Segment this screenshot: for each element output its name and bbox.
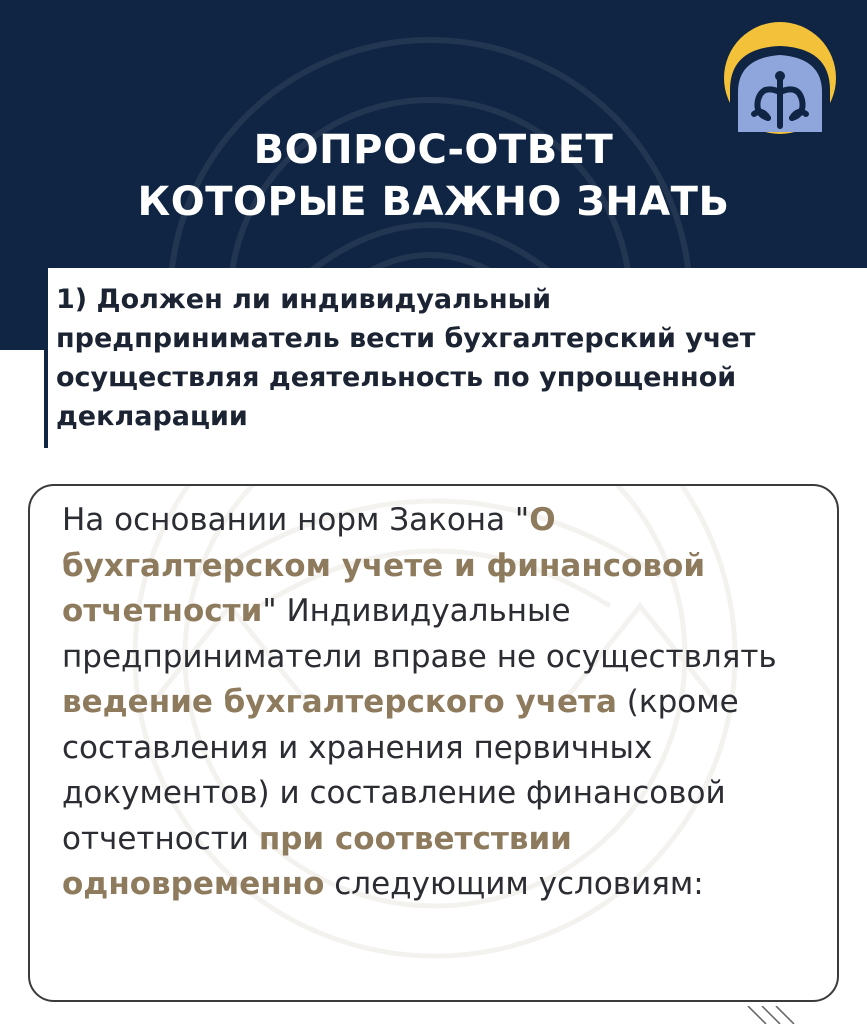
double-chevron-right-icon[interactable]: [740, 1006, 810, 1024]
ornamental-arch-logo-icon: [722, 20, 838, 136]
answer-part-5: (кроме составления и хранения первичных документов) и составление финансовой отчетности: [62, 684, 739, 857]
answer-part-3: " Индивидуальные предприниматели вправе не осуществлять: [62, 593, 777, 675]
page-title: [0, 124, 867, 228]
accounting-highlight: ведение бухгалтерского учета: [62, 684, 617, 720]
answer-part-1: На основании норм Закона ": [62, 502, 530, 538]
law-name-highlight: О бухгалтерском учете и финансовой отчетности: [62, 502, 706, 629]
condition-highlight: при соответствии одновременно: [62, 820, 572, 902]
answer-text: [62, 498, 822, 908]
title-line-1: ВОПРОС-ОТВЕТ: [253, 127, 614, 173]
title-line-2: КОТОРЫЕ ВАЖНО ЗНАТЬ: [137, 179, 730, 225]
answer-part-7: следующим условиям:: [324, 866, 704, 902]
question-text: 1) Должен ли индивидуальный предприниматель вести бухгалтерский учет осуществляя деятельность по упрощенной декларации: [56, 284, 756, 432]
